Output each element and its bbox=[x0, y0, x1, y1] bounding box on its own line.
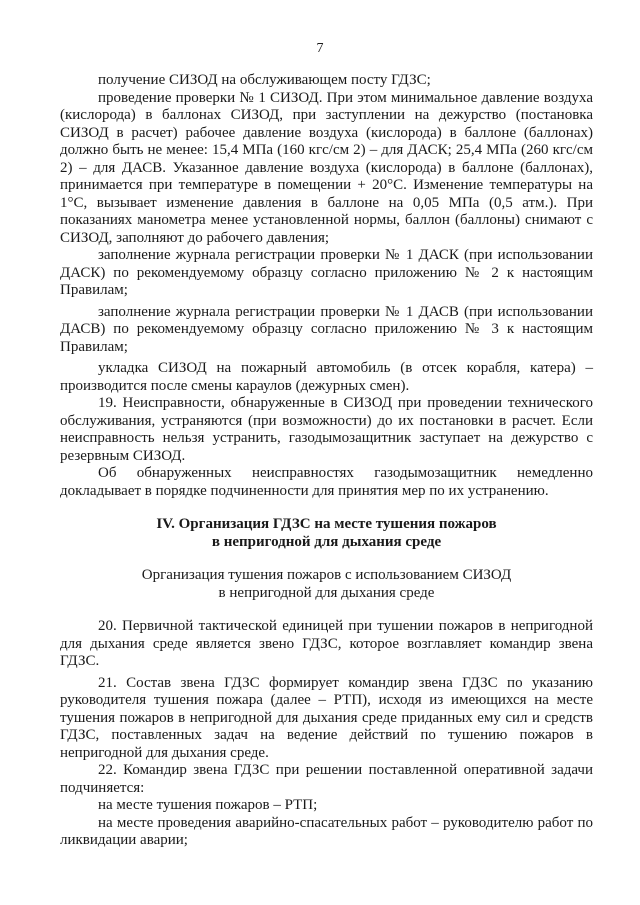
paragraph-item-20: 20. Первичной тактической единицей при тушении пожаров в непригодной для дыхания среде является звено ГДЗС, которое возглавляет командир звена ГДЗС. bbox=[60, 618, 593, 669]
subheading-line1: Организация тушения пожаров с использованием СИЗОД bbox=[141, 567, 512, 583]
paragraph-item-22: 22. Командир звена ГДЗС при решении поставленной оперативной задачи подчиняется: bbox=[60, 762, 593, 796]
subheading-line2: в непригодной для дыхания среде bbox=[218, 584, 435, 601]
paragraph-item-19: 19. Неисправности, обнаруженные в СИЗОД при проведении технического обслуживания, устраняются (при возможности) до их постановки в расчет. Если неисправность нельзя устранить, газодымозащитник заступает на дежурство с резервным СИЗОД. bbox=[60, 395, 593, 464]
paragraph-journal-dasv: заполнение журнала регистрации проверки № 1 ДАСВ (при использовании ДАСВ) по рекомендуемому образцу согласно приложению № 3 к настоящим Правилам; bbox=[60, 303, 593, 355]
page-number: 7 bbox=[316, 41, 324, 56]
paragraph-loading: укладка СИЗОД на пожарный автомобиль (в отсек корабля, катера) – производится после смены караулов (дежурных смен). bbox=[60, 360, 593, 394]
paragraph-subordinate-rescue: на месте проведения аварийно-спасательных работ – руководителю работ по ликвидации аварии; bbox=[60, 814, 593, 848]
section-heading-line2: в непригодной для дыхания среде bbox=[211, 533, 442, 550]
paragraph-report-faults: Об обнаруженных неисправностях газодымозащитник немедленно докладывает в порядке подчиненности для принятия мер по их устранению. bbox=[60, 465, 593, 499]
paragraph-receive-sizod: получение СИЗОД на обслуживающем посту ГДЗС; bbox=[98, 72, 431, 88]
paragraph-subordinate-rtp: на месте тушения пожаров – РТП; bbox=[98, 797, 318, 813]
document-body bbox=[60, 72, 593, 850]
paragraph-item-21: 21. Состав звена ГДЗС формирует командир звена ГДЗС по указанию руководителя тушения пожара (далее – РТП), исходя из имеющихся на месте тушения пожаров в непригодной для дыхания среде приданных ему сил и средств ГДЗС, поставленных задач на ведение действий по тушению пожаров в непригодной для дыхания среде. bbox=[60, 674, 593, 761]
paragraph-check-1: проведение проверки № 1 СИЗОД. При этом минимальное давление воздуха (кислорода) в баллонах СИЗОД, при заступлении на дежурство (постановка СИЗОД в расчет) рабочее давление воздуха (кислорода) в баллоне (баллонах) должно быть не менее: 15,4 МПа (160 кгс/см 2) – для ДАСК; 25,4 МПа (260 кгс/см 2) – для ДАСВ. Указанное давление воздуха (кислорода) в баллоне (баллонах), принимается при температуре в помещении + 20°С. Изменение температуры на 1°С, вызывает изменение давления в баллоне на 0,05 МПа (0,5 атм.). При показаниях манометра менее установленной нормы, баллон (баллоны) снимают с СИЗОД, заполняют до рабочего давления; bbox=[60, 89, 593, 246]
paragraph-journal-dask: заполнение журнала регистрации проверки № 1 ДАСК (при использовании ДАСК) по рекомендуемому образцу согласно приложению № 2 к настоящим Правилам; bbox=[60, 247, 593, 298]
section-heading-line1: IV. Организация ГДЗС на месте тушения пожаров bbox=[156, 516, 497, 532]
